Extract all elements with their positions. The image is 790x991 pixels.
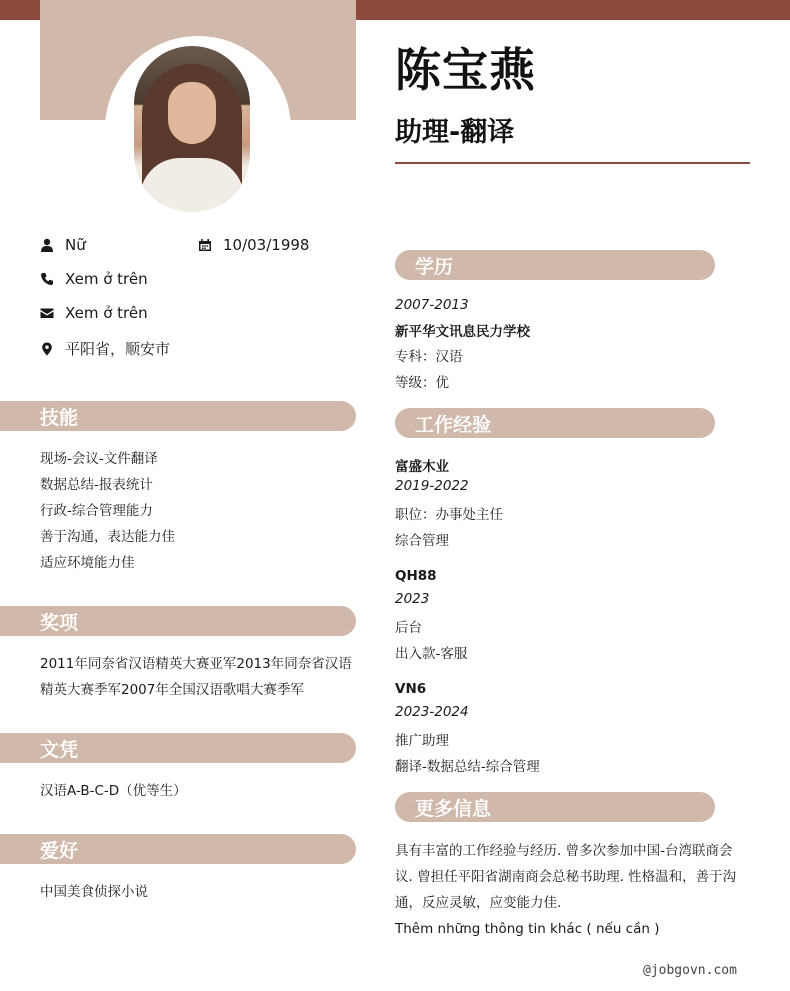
watermark: @jobgovn.com bbox=[643, 963, 737, 978]
user-icon bbox=[40, 238, 54, 252]
location-icon bbox=[40, 342, 54, 356]
gender-row bbox=[40, 236, 86, 254]
certificates-text: 汉语A-B-C-D（优等生） bbox=[40, 783, 187, 799]
job-period: 2019-2022 bbox=[395, 478, 469, 494]
list-item: 现场-会议-文件翻译 bbox=[40, 451, 158, 467]
job-detail: 翻译-数据总结-综合管理 bbox=[395, 759, 540, 775]
job-title: 助理-翻译 bbox=[395, 117, 515, 148]
job-company: QH88 bbox=[395, 568, 437, 584]
list-item: 适应环境能力佳 bbox=[40, 555, 135, 571]
more-info-text bbox=[395, 838, 755, 942]
education-grade: 等级：优 bbox=[395, 375, 449, 391]
job-detail: 综合管理 bbox=[395, 533, 449, 549]
list-item: 行政-综合管理能力 bbox=[40, 503, 153, 519]
list-item: 数据总结-报表统计 bbox=[40, 477, 153, 493]
more-info-line: 通，反应灵敏，应变能力佳. bbox=[395, 895, 562, 911]
birthdate-value: 10/03/1998 bbox=[223, 236, 310, 254]
list-item: 2011年同奈省汉语精英大赛亚军2013年同奈省汉语 bbox=[40, 656, 352, 672]
birthdate-row bbox=[198, 236, 309, 254]
experience-heading: 工作经验 bbox=[395, 408, 715, 438]
awards-text bbox=[40, 651, 352, 703]
education-heading: 学历 bbox=[395, 250, 715, 280]
list-item: 精英大赛季军2007年全国汉语歌唱大赛季军 bbox=[40, 682, 304, 698]
hobbies-heading: 爱好 bbox=[0, 834, 356, 864]
more-info-line: 议. 曾担任平阳省湖南商会总秘书助理. 性格温和，善于沟 bbox=[395, 869, 737, 885]
education-major: 专科：汉语 bbox=[395, 349, 463, 365]
more-info-line: 具有丰富的工作经验与经历. 曾多次参加中国-台湾联商会 bbox=[395, 843, 733, 859]
education-school: 新平华文讯息民力学校 bbox=[395, 324, 530, 340]
more-info-line: Thêm những thông tin khác ( nếu cần ) bbox=[395, 921, 660, 937]
address-row bbox=[40, 338, 170, 359]
job-company: VN6 bbox=[395, 681, 427, 697]
phone-value: Xem ở trên bbox=[65, 270, 148, 288]
skills-list bbox=[40, 446, 175, 576]
certificates-heading: 文凭 bbox=[0, 733, 356, 763]
title-divider bbox=[395, 162, 750, 164]
job-detail: 后台 bbox=[395, 620, 422, 636]
email-row bbox=[40, 304, 148, 322]
list-item: 善于沟通，表达能力佳 bbox=[40, 529, 175, 545]
job-period: 2023-2024 bbox=[395, 704, 469, 720]
address-value: 平阳省，顺安市 bbox=[65, 340, 171, 358]
hobbies-text: 中国美食侦探小说 bbox=[40, 884, 148, 900]
job-detail: 职位：办事处主任 bbox=[395, 507, 503, 523]
awards-heading: 奖项 bbox=[0, 606, 356, 636]
job-detail: 出入款-客服 bbox=[395, 646, 468, 662]
phone-icon bbox=[40, 272, 54, 286]
job-detail: 推广助理 bbox=[395, 733, 449, 749]
education-period: 2007-2013 bbox=[395, 297, 469, 313]
more-info-heading: 更多信息 bbox=[395, 792, 715, 822]
job-company: 富盛木业 bbox=[395, 459, 449, 475]
email-value: Xem ở trên bbox=[65, 304, 148, 322]
gender-value: Nữ bbox=[65, 236, 86, 254]
profile-photo bbox=[134, 46, 250, 212]
phone-row bbox=[40, 270, 148, 288]
mail-icon bbox=[40, 306, 54, 320]
skills-heading: 技能 bbox=[0, 401, 356, 431]
calendar-icon bbox=[198, 238, 212, 252]
candidate-name: 陈宝燕 bbox=[395, 43, 536, 97]
job-period: 2023 bbox=[395, 591, 430, 607]
